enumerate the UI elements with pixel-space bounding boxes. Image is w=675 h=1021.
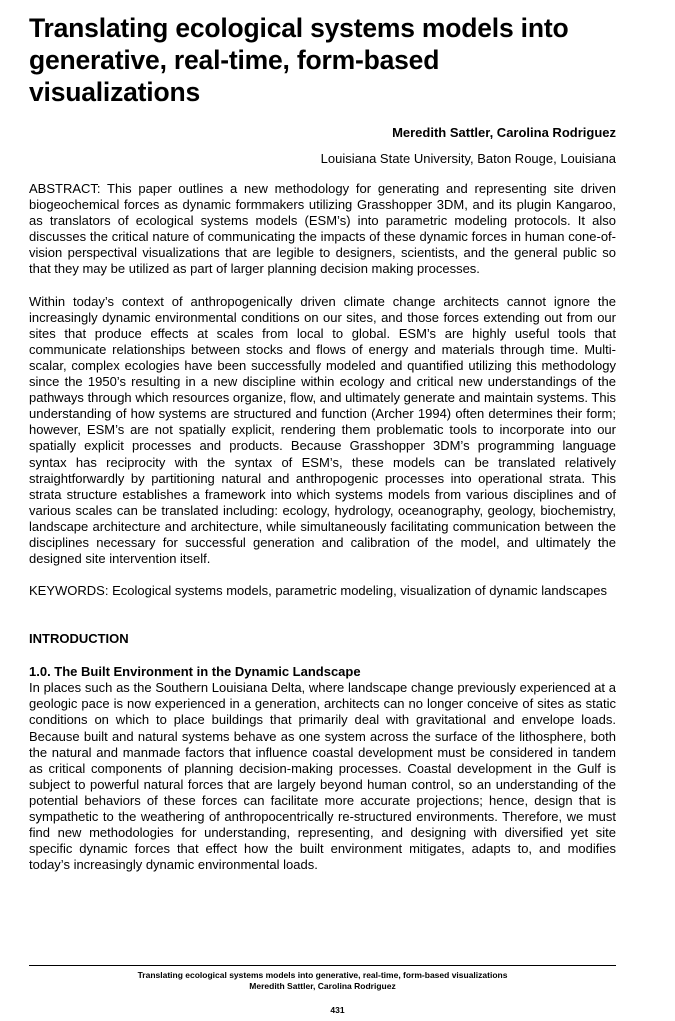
- intro-paragraph: In places such as the Southern Louisiana Delta, where landscape change previously experienced at a geologic pace is now experienced in a generation, architects can no longer conceive of sites as static conditions on which to place buildings that primarily deal with gravitational and envelope loads. Because built and natural systems behave as one system across the surface of the lithosphere, both the natural and manmade factors that influence coastal development must be considered in tandem as critical components of planning decision-making processes. Coastal development in the Gulf is subject to powerful natural forces that are largely beyond human control, so an understanding of the potential behaviors of these forces can facilitate more accurate projections; hence, design that is sympathetic to the weathering of anthropocentrically re-structured environments. Therefore, we must find new methodologies for understanding, representing, and designing with diversified yet site specific dynamic forces that effect how the built environment mitigates, adapts to, and modifies today’s increasingly dynamic environmental loads.: [29, 680, 616, 873]
- page-number: 431: [330, 1005, 345, 1015]
- section-heading-introduction: INTRODUCTION: [29, 631, 129, 647]
- paper-authors: Meredith Sattler, Carolina Rodriguez: [392, 125, 616, 140]
- paper-title: Translating ecological systems models into generative, real-time, form-based visualizations: [29, 13, 569, 107]
- body-paragraph: Within today’s context of anthropogenically driven climate change architects cannot ignore the increasingly dynamic environmental conditions on our sites, and those forces extending out from our sites that produce effects at scales from local to global. ESM’s are highly useful tools that communicate relationships between stocks and flows of energy and materials through time. Multi-scalar, complex ecologies have been successfully modeled and quantified utilizing this methodology since the 1950’s resulting in a new discipline within ecology and critical new understandings of the pathways through which resources organize, flow, and ultimately generate and maintain systems. This understanding of how systems are structured and function (Archer 1994) often determines their form; however, ESM’s are not spatially explicit, rendering them problematic tools to incorporate into our spatially explicit processes and products. Because Grasshopper 3DM’s programming language syntax has reciprocity with the syntax of ESM’s, these models can be translated relatively straightforwardly by partitioning natural and anthropogenic processes into operational strata. This strata structure establishes a framework into which systems models from various disciplines and of various scales can be translated including: ecology, hydrology, oceanography, geology, biochemistry, landscape architecture and architecture, while simultaneously facilitating communication between the disciplines necessary for successful generation and calibration of the model, and ultimately the designed site intervention itself.: [29, 293, 616, 567]
- footer-running-authors: Meredith Sattler, Carolina Rodriguez: [249, 981, 396, 991]
- keywords-paragraph: KEYWORDS: Ecological systems models, parametric modeling, visualization of dynamic landscapes: [29, 583, 608, 599]
- subsection-heading: 1.0. The Built Environment in the Dynamic Landscape: [29, 664, 361, 680]
- page-footer: [29, 965, 616, 992]
- paper-affiliation: Louisiana State University, Baton Rouge, Louisiana: [320, 151, 616, 166]
- footer-running-title: Translating ecological systems models into generative, real-time, form-based visualizations: [137, 970, 508, 980]
- paper-page: [29, 12, 616, 873]
- abstract-paragraph: ABSTRACT: This paper outlines a new methodology for generating and representing site driven biogeochemical forces as dynamic formmakers utilizing Grasshopper 3DM, and its plugin Kangaroo, as translators of ecological systems models (ESM’s) into parametric modeling protocols. It also discusses the critical nature of communicating the impacts of these dynamic forces in human cone-of-vision perspectival visualizations that are legible to designers, scientists, and the general public so that they may be utilized as part of larger planning decision making processes.: [29, 181, 616, 277]
